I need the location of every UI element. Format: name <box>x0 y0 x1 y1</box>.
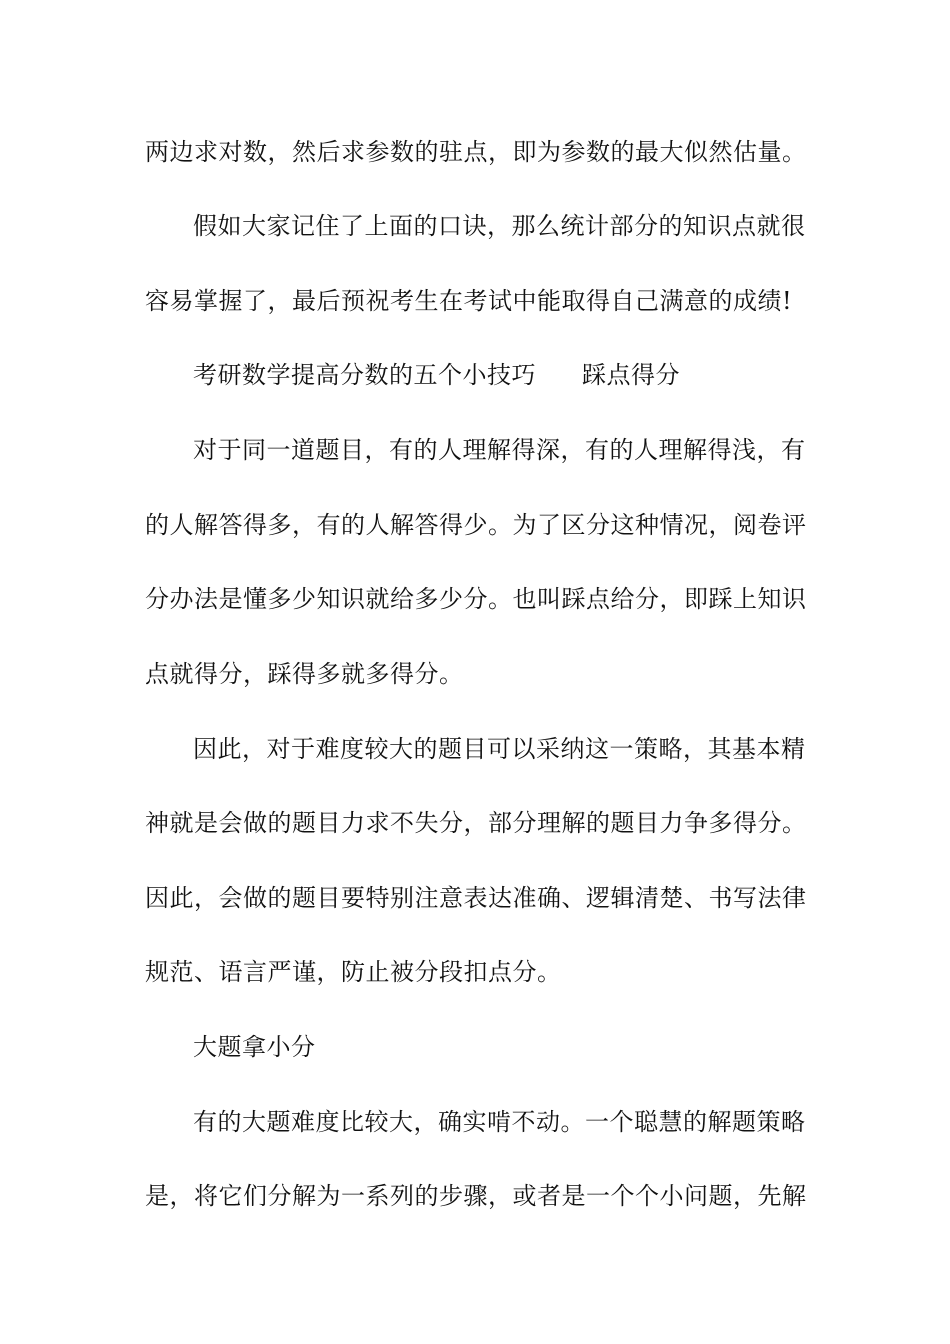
paragraph-line: 对于同一道题目，有的人理解得深，有的人理解得浅，有 <box>193 436 806 464</box>
paragraph-line: 因此，会做的题目要特别注意表达准确、逻辑清楚、书写法律 <box>145 884 807 912</box>
paragraph-line: 规范、语言严谨，防止被分段扣点分。 <box>145 958 562 986</box>
section-heading <box>193 355 863 395</box>
paragraph-line: 假如大家记住了上面的口诀，那么统计部分的知识点就很 <box>193 212 806 240</box>
section-heading: 大题拿小分 <box>193 1033 316 1061</box>
paragraph-line: 两边求对数，然后求参数的驻点，即为参数的最大似然估量。 <box>145 138 807 166</box>
paragraph-line: 的人解答得多，有的人解答得少。为了区分这种情况，阅卷评 <box>145 511 807 539</box>
paragraph-line: 神就是会做的题目力求不失分，部分理解的题目力争多得分。 <box>145 809 807 837</box>
paragraph-line: 容易掌握了，最后预祝考生在考试中能取得自己满意的成绩! <box>145 287 793 315</box>
heading-title: 考研数学提高分数的五个小技巧 <box>193 361 536 389</box>
paragraph-line: 是，将它们分解为一系列的步骤，或者是一个个小问题，先解 <box>145 1182 807 1210</box>
heading-subtitle: 踩点得分 <box>582 361 680 389</box>
paragraph-line: 因此，对于难度较大的题目可以采纳这一策略，其基本精 <box>193 735 806 763</box>
paragraph-line: 有的大题难度比较大，确实啃不动。一个聪慧的解题策略 <box>193 1108 806 1136</box>
paragraph-line: 分办法是懂多少知识就给多少分。也叫踩点给分，即踩上知识 <box>145 585 807 613</box>
paragraph-line: 点就得分，踩得多就多得分。 <box>145 660 464 688</box>
